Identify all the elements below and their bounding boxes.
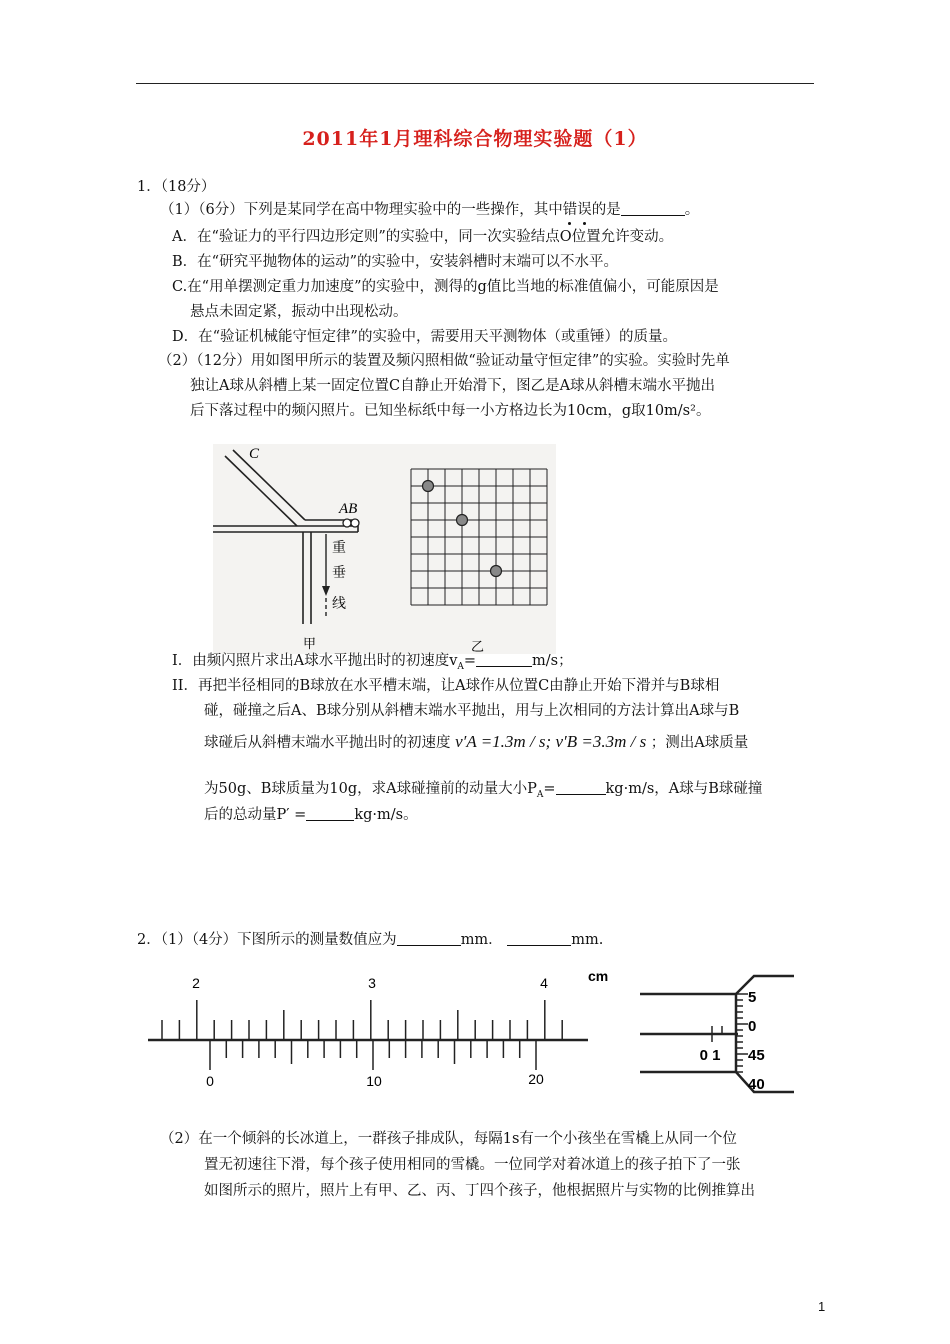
q1-sub2-line4 [204, 779, 762, 805]
apparatus-figure [213, 444, 556, 654]
q1-sub1-eq: = [463, 653, 477, 669]
micrometer [628, 964, 808, 1114]
q1-option-b: B．在“研究平抛物体的运动”的实验中，安装斜槽时末端可以不水平。 [172, 254, 618, 270]
q2-part2-line3: 如图所示的照片，照片上有甲、乙、丙、丁四个孩子，他根据照片与实物的比例推算出 [204, 1183, 755, 1199]
q1-part2-line3: 后下落过程中的频闪照片。已知坐标纸中每一小方格边长为10cm，g取10m/s²。 [190, 403, 711, 419]
q1-sub2-line4-eq: = [543, 781, 556, 797]
q1-sub2-line5-a: 后的总动量P′ = [204, 807, 307, 823]
vernier-label-10: 10 [366, 1073, 382, 1089]
sleeve-label: 0 1 [699, 1047, 721, 1064]
vernier-label-0: 0 [206, 1073, 214, 1089]
unit-cm: cm [588, 968, 609, 984]
label-yi: 乙 [471, 640, 485, 654]
q1-sub2-line5 [204, 805, 418, 825]
vernier-label-20: 20 [528, 1071, 544, 1087]
flash-ball-3 [491, 566, 502, 577]
emphasis-char: 错 [562, 202, 578, 218]
q1-option-a: A．在“验证力的平行四边形定则”的实验中，同一次实验结点O位置允许变动。 [172, 229, 674, 245]
thimble-bottom [736, 1072, 794, 1092]
q1-option-c-cont: 悬点未固定紧，振动中出现松动。 [190, 304, 408, 320]
answer-blank [507, 931, 571, 946]
flash-ball-1 [423, 481, 434, 492]
q1-part1-stem [160, 200, 699, 220]
q1-option-c: C.在“用单摆测定重力加速度”的实验中，测得的g值比当地的标准值偏小，可能原因是 [172, 279, 719, 295]
q1-sub1-unit: m/s； [532, 653, 573, 669]
header-rule [136, 83, 814, 84]
thimble-label-0: 0 [748, 1018, 757, 1035]
q1-sub2-line4-sub: A [536, 789, 544, 800]
label-c: C [249, 446, 260, 462]
q1-sub1-sub: A [457, 661, 464, 672]
q1-sub1 [172, 651, 573, 677]
answer-blank [306, 806, 354, 821]
figure-background [213, 444, 556, 654]
vernier-scale-ticks [210, 1040, 536, 1070]
thimble-label-5: 5 [748, 989, 757, 1006]
q2-part1 [137, 930, 603, 950]
q1-sub2-line3-b: ；测出A球质量 [650, 735, 749, 751]
q1-sub2-line1: II．再把半径相同的B球放在水平槽末端，让A球作从位置C由静止开始下滑并与B球相 [172, 678, 720, 694]
q1-sub2-line3 [204, 732, 748, 753]
q2-part1-unit2: mm. [571, 932, 604, 948]
plumb-label-2: 垂 [332, 565, 346, 581]
page-title: 2011年1月理科综合物理实验题（1） [302, 128, 648, 150]
q1-sub2-line3-a: 球碰后从斜槽末端水平抛出时的初速度 [204, 735, 451, 751]
q1-header: 1．（18分） [137, 179, 216, 195]
q1-sub2-line2: 碰，碰撞之后A、B球分别从斜槽末端水平抛出，用与上次相同的方法计算出A球与B [204, 703, 740, 719]
q1-part2-line1: （2）（12分）用如图甲所示的装置及频闪照相做“验证动量守恒定律”的实验。实验时先单 [158, 353, 730, 369]
q2-part1-text: 2．（1）（4分）下图所示的测量数值应为 [137, 932, 397, 948]
q1-sub2-line4-a: 为50g、B球质量为10g，求A球碰撞前的动量大小P [204, 781, 537, 797]
thimble-top [736, 976, 794, 994]
q1-sub1-text: I．由频闪照片求出A球水平抛出时的初速度v [172, 653, 458, 669]
emphasis-char: 误 [577, 202, 592, 218]
answer-blank [476, 652, 532, 667]
velocity-formula: v′A =1.3m / s; v′B =3.3m / s [455, 732, 647, 751]
q1-option-d: D．在“验证机械能守恒定律”的实验中，需要用天平测物体（或重锤）的质量。 [172, 329, 677, 345]
page-number: 1 [818, 1299, 826, 1314]
main-label-3: 3 [368, 975, 376, 991]
q1-part1-stem-end: 。 [684, 202, 700, 218]
thimble-label-45: 45 [748, 1047, 765, 1064]
thimble-label-40: 40 [748, 1076, 765, 1093]
ball-a [343, 519, 351, 527]
q2-part2-line1: （2）在一个倾斜的长冰道上，一群孩子排成队，每隔1s有一个小孩坐在雪橇上从同一个位 [160, 1131, 737, 1147]
label-jia: 甲 [303, 637, 317, 652]
answer-blank [621, 201, 685, 216]
main-scale-ticks [162, 1000, 562, 1040]
answer-blank [556, 780, 606, 795]
main-label-4: 4 [540, 975, 548, 991]
plumb-label-1: 重 [332, 540, 346, 556]
ball-b [351, 519, 359, 527]
label-ab: AB [339, 501, 358, 517]
q1-part1-stem-b: 的是 [591, 202, 621, 218]
q1-part1-stem-a: （1）（6分）下列是某同学在高中物理实验中的一些操作，其中 [160, 202, 563, 218]
q1-part2-line2: 独让A球从斜槽上某一固定位置C自静止开始滑下，图乙是A球从斜槽末端水平抛出 [190, 378, 716, 394]
plumb-label-3: 线 [332, 596, 346, 612]
q1-sub2-line4-c: kg·m/s，A球与B球碰撞 [605, 781, 763, 797]
flash-ball-2 [457, 515, 468, 526]
q2-part1-unit1: mm． [460, 932, 503, 948]
q1-sub2-line5-b: kg·m/s。 [354, 807, 418, 823]
answer-blank [397, 931, 461, 946]
q2-part2-line2: 置无初速往下滑，每个孩子使用相同的雪橇。一位同学对着冰道上的孩子拍下了一张 [204, 1157, 741, 1173]
main-label-2: 2 [192, 975, 200, 991]
vernier-caliper [140, 964, 620, 1094]
